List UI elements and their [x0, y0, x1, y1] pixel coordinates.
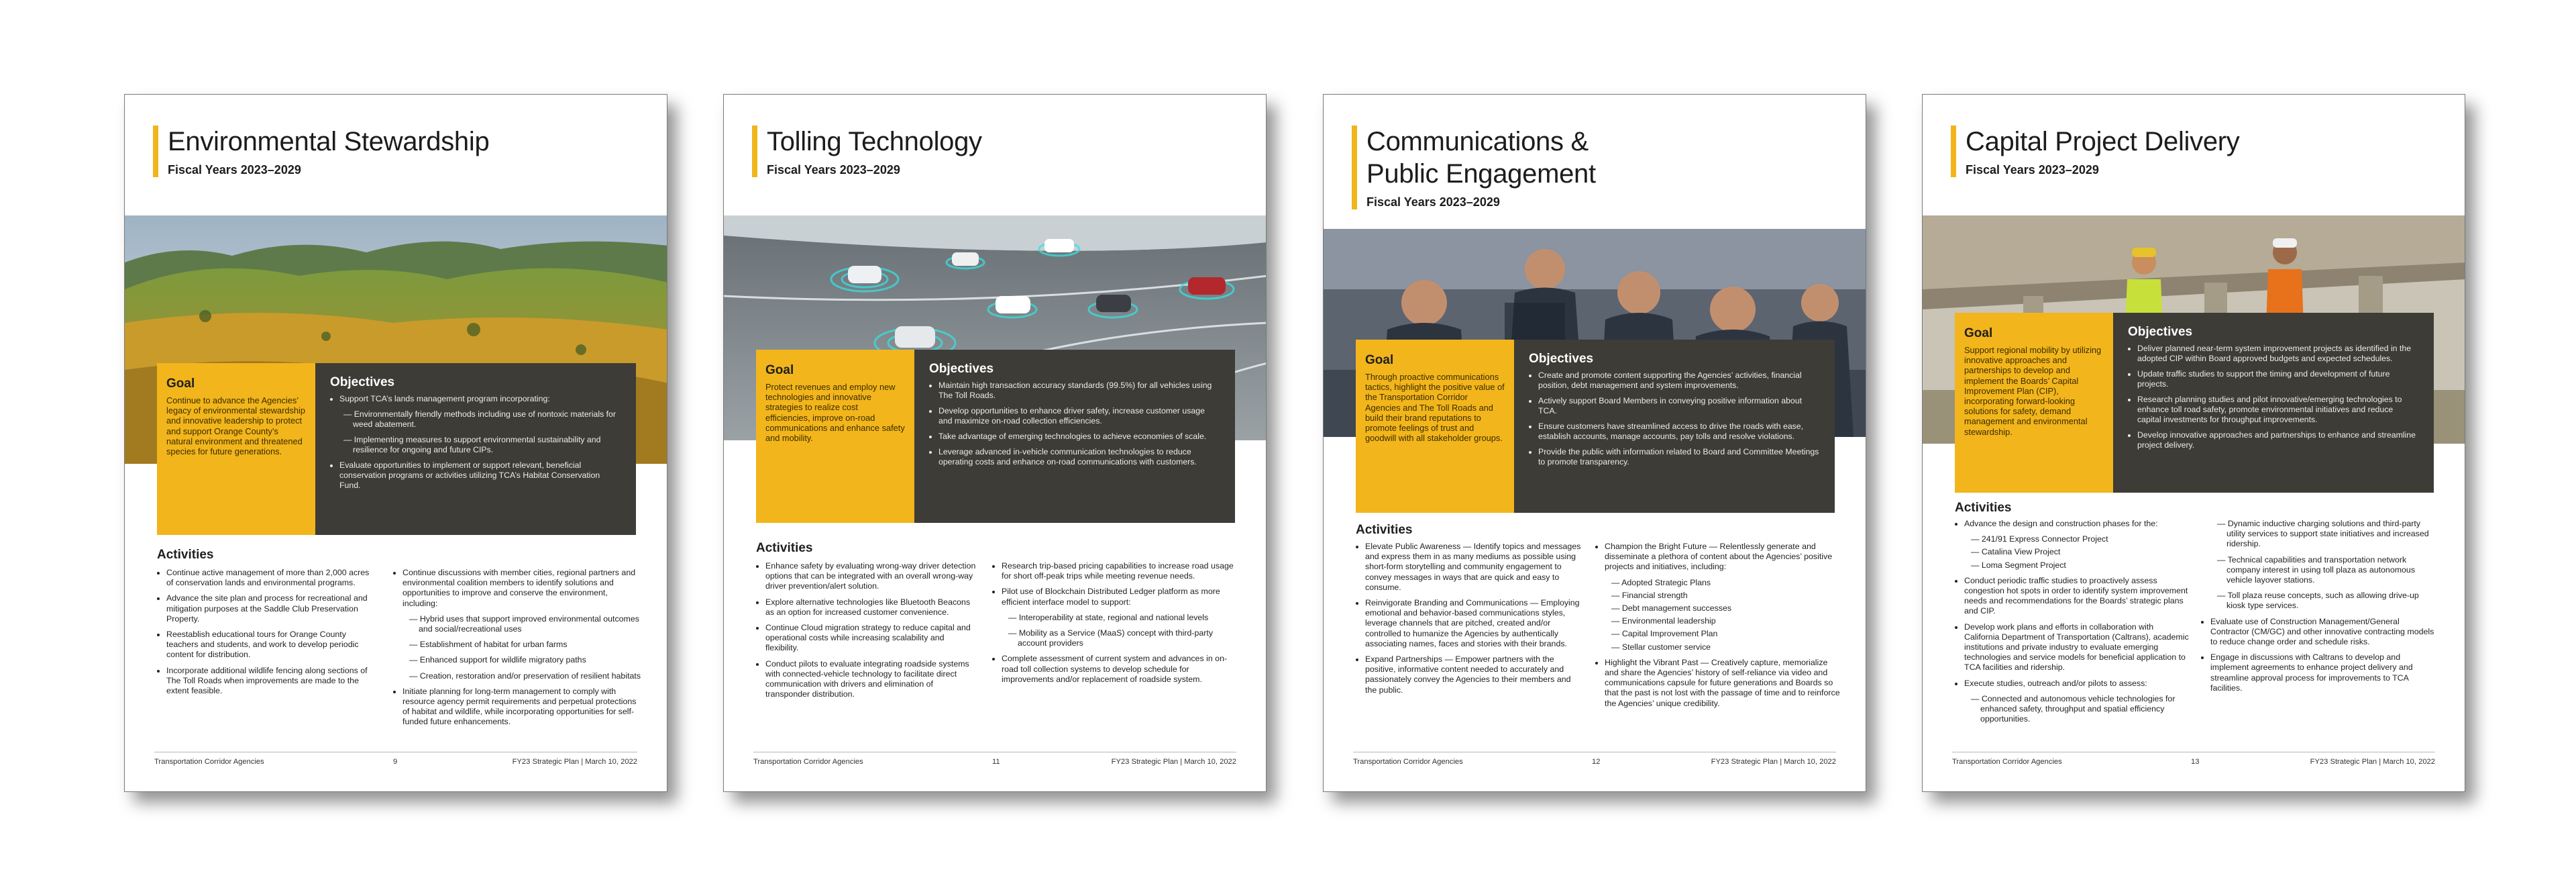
activity-item: • Expand Partnerships — Empower partners with the positive, informative content needed to accurately and passionately convey the Agencies to their members and the public. — [1365, 654, 1584, 695]
footer-plan: FY23 Strategic Plan | March 10, 2022 — [1711, 758, 1836, 766]
page-title-line1: Communications & — [1366, 127, 1589, 156]
activity-subitem: — Hybrid uses that support improved environmental outcomes and social/recreational uses — [409, 613, 639, 634]
footer-page-number: 11 — [992, 758, 1000, 766]
activity-subitem: — Enhanced support for wildlife migratory paths — [409, 655, 586, 665]
objective-item: • Support TCA’s lands management program incorporating: — [339, 394, 621, 404]
document-page-environmental-stewardship — [124, 94, 667, 792]
activity-item: • Conduct periodic traffic studies to proactively assess congestion hot spots in order to identify system improvement needs and recommendations for the Boards’ strategic plans and CIP. — [1964, 576, 2190, 617]
objective-item: • Create and promote content supporting the Agencies’ activities, financial position, debt management and system improvements. — [1538, 371, 1820, 391]
objectives-box — [914, 350, 1235, 523]
objectives-box — [315, 363, 636, 535]
objectives-box — [1514, 340, 1835, 513]
activity-item: • Continue discussions with member cities, regional partners and environmental coalition members to identify solutions and opportunities to improve and conserve the environment, including: — [402, 568, 641, 609]
title-block — [752, 126, 1246, 177]
activities-right-column — [992, 561, 1240, 690]
page-subtitle: Fiscal Years 2023–2029 — [767, 163, 900, 177]
activity-subitem: — Mobility as a Service (MaaS) concept with third-party account providers — [1008, 628, 1214, 648]
footer-org: Transportation Corridor Agencies — [1952, 758, 2062, 766]
footer-plan: FY23 Strategic Plan | March 10, 2022 — [512, 758, 637, 766]
goal-text: Through proactive communications tactics, highlight the positive value of the Transportation Corridor Agencies and The Toll Roads and build their brand reputations to promote feelings of trust and goodwill with all stakeholder groups. — [1365, 372, 1505, 444]
activity-subitem: — Establishment of habitat for urban farms — [409, 640, 568, 650]
objective-item: • Provide the public with information related to Board and Committee Meetings to promote transparency. — [1538, 447, 1820, 467]
activities-right-column — [1595, 542, 1840, 714]
activity-item: • Develop work plans and efforts in collaboration with California Department of Transportation (Caltrans), academic institutions and private industry to evaluate emerging technologies and service models for beneficial application to TCA facilities and ridership. — [1964, 622, 2190, 673]
page-subtitle: Fiscal Years 2023–2029 — [1366, 195, 1500, 209]
footer-org: Transportation Corridor Agencies — [753, 758, 863, 766]
objectives-heading: Objectives — [1529, 352, 1594, 366]
activity-item: • Continue Cloud migration strategy to reduce capital and operational costs while increasing scalability and flexibility. — [765, 623, 977, 654]
objective-item: • Actively support Board Members in conveying positive information about TCA. — [1538, 396, 1820, 416]
title-block — [1951, 126, 2445, 177]
activity-item: • Engage in discussions with Caltrans to develop and implement agreements to enhance project delivery and streamline approval process for improvements to TCA facilities. — [2210, 652, 2439, 693]
activity-item: • Highlight the Vibrant Past — Creatively capture, memorialize and share the Agencies’ history of self-reliance via video and communications capsule for future generations and Boards so that the past is not lost with the passage of time and to reinforce the Agencies’ unique credibility. — [1605, 658, 1840, 709]
goal-text: Protect revenues and employ new technologies and innovative strategies to realize cost efficiencies, improve on-road communications and enhance safety and mobility. — [765, 382, 905, 444]
activity-item: • Pilot use of Blockchain Distributed Ledger platform as more efficient interface model to support: — [1002, 587, 1240, 607]
page-title-line2: Public Engagement — [1366, 159, 1596, 189]
objective-item: • Develop innovative approaches and partnerships to enhance and streamline project delivery. — [2137, 430, 2419, 450]
activity-item: • Continue active management of more than 2,000 acres of conservation lands and environmental programs. — [166, 568, 378, 588]
activities-heading: Activities — [1955, 501, 2012, 515]
activities-heading: Activities — [756, 541, 813, 555]
activity-subitem: — 241/91 Express Connector Project — [1971, 534, 2108, 544]
document-page-communications — [1323, 94, 1866, 792]
activity-item: • Complete assessment of current system and advances in on-road toll collection systems to develop schedule for improvements and/or replacement of roadside system. — [1002, 654, 1240, 685]
activities-right-column — [2201, 519, 2439, 699]
footer-plan: FY23 Strategic Plan | March 10, 2022 — [1111, 758, 1236, 766]
page-footer — [154, 752, 637, 769]
activity-item: • Explore alternative technologies like Bluetooth Beacons as an option for increased customer convenience. — [765, 597, 977, 618]
goal-heading: Goal — [1365, 353, 1394, 367]
document-page-tolling-technology — [723, 94, 1267, 792]
activity-subitem: — Dynamic inductive charging solutions and third-party utility services to support state initiatives and increased ridership. — [2217, 519, 2429, 549]
page-title: Capital Project Delivery — [1966, 127, 2240, 156]
footer-page-number: 12 — [1592, 758, 1601, 766]
objective-subitem: — Environmentally friendly methods including use of nontoxic materials for weed abatement. — [343, 409, 616, 429]
activity-subitem: — Adopted Strategic Plans — [1611, 577, 1711, 587]
activity-item: • Reestablish educational tours for Orange County teachers and students, and work to develop periodic content for distribution. — [166, 630, 378, 660]
activity-item: • Advance the design and construction phases for the: — [1964, 519, 2190, 529]
footer-org: Transportation Corridor Agencies — [1353, 758, 1463, 766]
objectives-box — [2113, 313, 2434, 493]
goal-box — [756, 350, 914, 523]
activity-item: • Reinvigorate Branding and Communications — Employing emotional and behavior-based communications styles, leverage channels that are pitched, created and/or controlled to humanize the Agencies by authentically associating names, faces and stories with their brands. — [1365, 598, 1584, 649]
objective-item: • Ensure customers have streamlined access to drive the roads with ease, establish accounts, manage accounts, pay tolls and resolve violations. — [1538, 422, 1820, 442]
activities-heading: Activities — [157, 548, 214, 562]
activities-left-column — [1955, 519, 2190, 730]
activity-subitem: — Toll plaza reuse concepts, such as allowing drive-up kiosk type services. — [2217, 591, 2419, 611]
page-footer — [753, 752, 1236, 769]
activity-subitem: — Creation, restoration and/or preservation of resilient habitats — [409, 671, 641, 681]
activity-item: • Incorporate additional wildlife fencing along sections of The Toll Roads when improvements are made to the extent feasible. — [166, 666, 378, 697]
activity-item: • Research trip-based pricing capabilities to increase road usage for short off-peak trips while meeting revenue needs. — [1002, 561, 1240, 581]
page-footer — [1952, 752, 2435, 769]
footer-plan: FY23 Strategic Plan | March 10, 2022 — [2310, 758, 2435, 766]
page-subtitle: Fiscal Years 2023–2029 — [1966, 163, 2099, 177]
activities-left-column — [1356, 542, 1584, 701]
goal-heading: Goal — [765, 363, 794, 377]
page-subtitle: Fiscal Years 2023–2029 — [168, 163, 301, 177]
activity-item: • Initiate planning for long-term management to comply with resource agency permit requirements and perpetual protections of habitat and wildlife, while incorporating opportunities for self-funded future enhancements. — [402, 687, 641, 728]
activity-subitem: — Interoperability at state, regional and national levels — [1008, 612, 1209, 622]
objectives-heading: Objectives — [2128, 325, 2193, 339]
footer-org: Transportation Corridor Agencies — [154, 758, 264, 766]
objective-item: • Maintain high transaction accuracy standards (99.5%) for all vehicles using The Toll Roads. — [938, 381, 1220, 401]
activity-item: • Elevate Public Awareness — Identify topics and messages and express them in as many mediums as possible using short-form storytelling and community engagement to convey messages in ways that are quick and easy to consume. — [1365, 542, 1584, 593]
activity-subitem: — Connected and autonomous vehicle technologies for enhanced safety, throughput and spatial efficiency opportunities. — [1971, 693, 2176, 724]
activity-item: • Advance the site plan and process for recreational and mitigation purposes at the Saddle Club Preservation Property. — [166, 593, 378, 624]
page-footer — [1353, 752, 1836, 769]
title-block — [153, 126, 647, 177]
title-block — [1352, 126, 1845, 209]
objective-item: • Take advantage of emerging technologies to achieve economies of scale. — [938, 432, 1220, 442]
goal-heading: Goal — [166, 377, 195, 391]
activity-subitem: — Financial strength — [1611, 590, 1688, 600]
document-page-capital-project-delivery — [1922, 94, 2465, 792]
activity-subitem: — Debt management successes — [1611, 603, 1732, 613]
activity-item: • Evaluate use of Construction Management/General Contractor (CM/GC) and other innovative contracting models to reduce change order and schedule risks. — [2210, 617, 2439, 648]
activity-item: • Conduct pilots to evaluate integrating roadside systems with connected-vehicle technology to facilitate direct communication with drivers and elimination of transponder distribution. — [765, 659, 977, 700]
activities-right-column — [393, 568, 641, 733]
goal-heading: Goal — [1964, 326, 1993, 340]
goal-box — [1356, 340, 1514, 513]
footer-page-number: 13 — [2191, 758, 2200, 766]
objective-item: • Evaluate opportunities to implement or support relevant, beneficial conservation programs or activities utilizing TCA’s Habitat Conservation Fund. — [339, 460, 621, 491]
activity-item: • Enhance safety by evaluating wrong-way driver detection options that can be integrated with an overall wrong-way driver prevention/alert solution. — [765, 561, 977, 592]
activity-subitem: — Technical capabilities and transportation network company interest in using toll plaza as autonomous vehicle layover stations. — [2217, 554, 2416, 585]
goal-text: Support regional mobility by utilizing innovative approaches and partnerships to develop and implement the Boards’ Capital Improvement Plan (CIP), incorporating forward-looking solutions for safety, demand management and environmental stewardship. — [1964, 345, 2102, 437]
activity-subitem: — Capital Improvement Plan — [1611, 629, 1718, 639]
objective-item: • Deliver planned near-term system improvement projects as identified in the adopted CIP within Board approved budgets and expected schedules. — [2137, 344, 2419, 364]
activities-left-column — [756, 561, 977, 705]
objective-subitem: — Implementing measures to support environmental sustainability and resilience for ongoing and future CIPs. — [343, 435, 601, 454]
goal-box — [157, 363, 315, 535]
objective-item: • Leverage advanced in-vehicle communication technologies to reduce operating costs and enhance on-road communications with customers. — [938, 447, 1220, 467]
objective-item: • Update traffic studies to support the timing and development of future projects. — [2137, 369, 2419, 389]
activity-item: • Champion the Bright Future — Relentlessly generate and disseminate a plethora of content about the Agencies’ positive projects and initiatives, including: — [1605, 542, 1840, 573]
activity-subitem: — Environmental leadership — [1611, 616, 1716, 626]
goal-box — [1955, 313, 2113, 493]
goal-text: Continue to advance the Agencies’ legacy of environmental stewardship and innovative leadership to protect and support Orange County’s natural environment and threatened species for future generations. — [166, 395, 305, 457]
objectives-heading: Objectives — [330, 375, 395, 389]
objective-item: • Research planning studies and pilot innovative/emerging technologies to enhance toll road safety, promote environmental initiatives and reduce capital investments for throughput improvements. — [2137, 395, 2419, 425]
activities-heading: Activities — [1356, 523, 1413, 537]
activity-subitem: — Catalina View Project — [1971, 547, 2061, 557]
objectives-heading: Objectives — [929, 362, 994, 376]
activity-subitem: — Loma Segment Project — [1971, 560, 2066, 570]
objective-item: • Develop opportunities to enhance driver safety, increase customer usage and maximize on-road collection efficiencies. — [938, 406, 1220, 426]
activity-item: • Execute studies, outreach and/or pilots to assess: — [1964, 679, 2190, 689]
page-title: Tolling Technology — [767, 127, 982, 156]
footer-page-number: 9 — [393, 758, 398, 766]
activity-subitem: — Stellar customer service — [1611, 642, 1711, 652]
page-title: Environmental Stewardship — [168, 127, 490, 156]
activities-left-column — [157, 568, 378, 701]
